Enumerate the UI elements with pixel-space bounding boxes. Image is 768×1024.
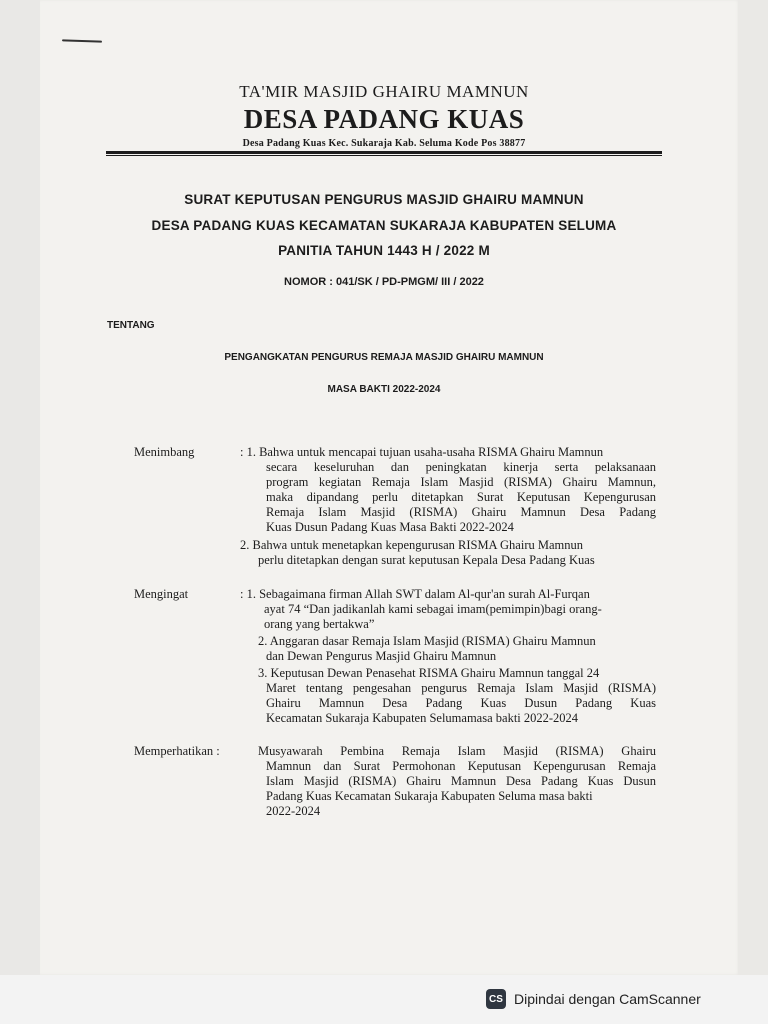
mengingat-label: Mengingat [134, 587, 189, 601]
decree-number: NOMOR : 041/SK / PD-PMGM/ III / 2022 [284, 276, 484, 288]
mengingat-line: 3. Keputusan Dewan Penasehat RISMA Ghairu Mamnun tanggal 24 [258, 666, 600, 680]
decree-title-line3: PANITIA TAHUN 1443 H / 2022 M [278, 243, 490, 258]
menimbang-label: Menimbang [134, 445, 195, 459]
mengingat-line: Ghairu Mamnun Desa Padang Kuas Dusun Padang Kuas [266, 696, 656, 710]
camscanner-icon: CS [486, 989, 506, 1009]
page-edge [738, 0, 768, 1024]
memperhatikan-line: Padang Kuas Kecamatan Sukaraja Kabupaten Seluma masa bakti [266, 789, 593, 803]
menimbang-line: perlu ditetapkan dengan surat keputusan Kepala Desa Padang Kuas [258, 553, 595, 567]
camscanner-text: Dipindai dengan CamScanner [514, 991, 701, 1007]
menimbang-line: maka dipandang perlu ditetapkan Surat Keputusan Kepengurusan [266, 490, 656, 504]
menimbang-line: 2. Bahwa untuk menetapkan kepengurusan RISMA Ghairu Mamnun [240, 538, 583, 552]
mengingat-line: dan Dewan Pengurus Masjid Ghairu Mamnun [266, 649, 497, 663]
menimbang-line: Kuas Dusun Padang Kuas Masa Bakti 2022-2024 [266, 520, 514, 534]
letterhead-rule-thin [106, 155, 662, 156]
mengingat-line: 2. Anggaran dasar Remaja Islam Masjid (RISMA) Ghairu Mamnun [258, 634, 596, 648]
decree-title-line2: DESA PADANG KUAS KECAMATAN SUKARAJA KABUPATEN SELUMA [151, 218, 617, 233]
mengingat-line: Maret tentang pengesahan pengurus Remaja Islam Masjid (RISMA) [266, 681, 656, 695]
menimbang-line: Remaja Islam Masjid (RISMA) Ghairu Mamnun Desa Padang [266, 505, 656, 519]
memperhatikan-line: Mamnun dan Surat Permohonan Keputusan Kepengurusan Remaja [266, 759, 656, 773]
tentang-label: TENTANG [107, 320, 155, 331]
menimbang-line: program kegiatan Remaja Islam Masjid (RISMA) Ghairu Mamnun, [266, 475, 656, 489]
letterhead-village: DESA PADANG KUAS [243, 104, 525, 134]
mengingat-line: ayat 74 “Dan jadikanlah kami sebagai imam(pemimpin)bagi orang- [264, 602, 602, 616]
letterhead-rule [106, 151, 662, 154]
letterhead-organization: TA'MIR MASJID GHAIRU MAMNUN [239, 82, 529, 101]
memperhatikan-label: Memperhatikan : [134, 744, 220, 758]
memperhatikan-line: Musyawarah Pembina Remaja Islam Masjid (RISMA) Ghairu [258, 744, 656, 758]
decree-period: MASA BAKTI 2022-2024 [327, 384, 441, 395]
memperhatikan-line: Islam Masjid (RISMA) Ghairu Mamnun Desa Padang Kuas Dusun [266, 774, 656, 788]
camscanner-watermark [486, 989, 701, 1009]
mengingat-line: Kecamatan Sukaraja Kabupaten Selumamasa bakti 2022-2024 [266, 711, 579, 725]
menimbang-line: : 1. Bahwa untuk mencapai tujuan usaha-usaha RISMA Ghairu Mamnun [240, 445, 604, 459]
letterhead-address: Desa Padang Kuas Kec. Sukaraja Kab. Seluma Kode Pos 38877 [242, 138, 526, 149]
menimbang-line: secara keseluruhan dan peningkatan kinerja serta pelaksanaan [266, 460, 656, 474]
decree-subject: PENGANGKATAN PENGURUS REMAJA MASJID GHAIRU MAMNUN [224, 352, 544, 363]
decree-title-line1: SURAT KEPUTUSAN PENGURUS MASJID GHAIRU MAMNUN [184, 192, 584, 207]
mengingat-line: : 1. Sebagaimana firman Allah SWT dalam Al-qur'an surah Al-Furqan [240, 587, 590, 601]
memperhatikan-line: 2022-2024 [266, 804, 321, 818]
mengingat-line: orang yang bertakwa” [264, 617, 375, 631]
